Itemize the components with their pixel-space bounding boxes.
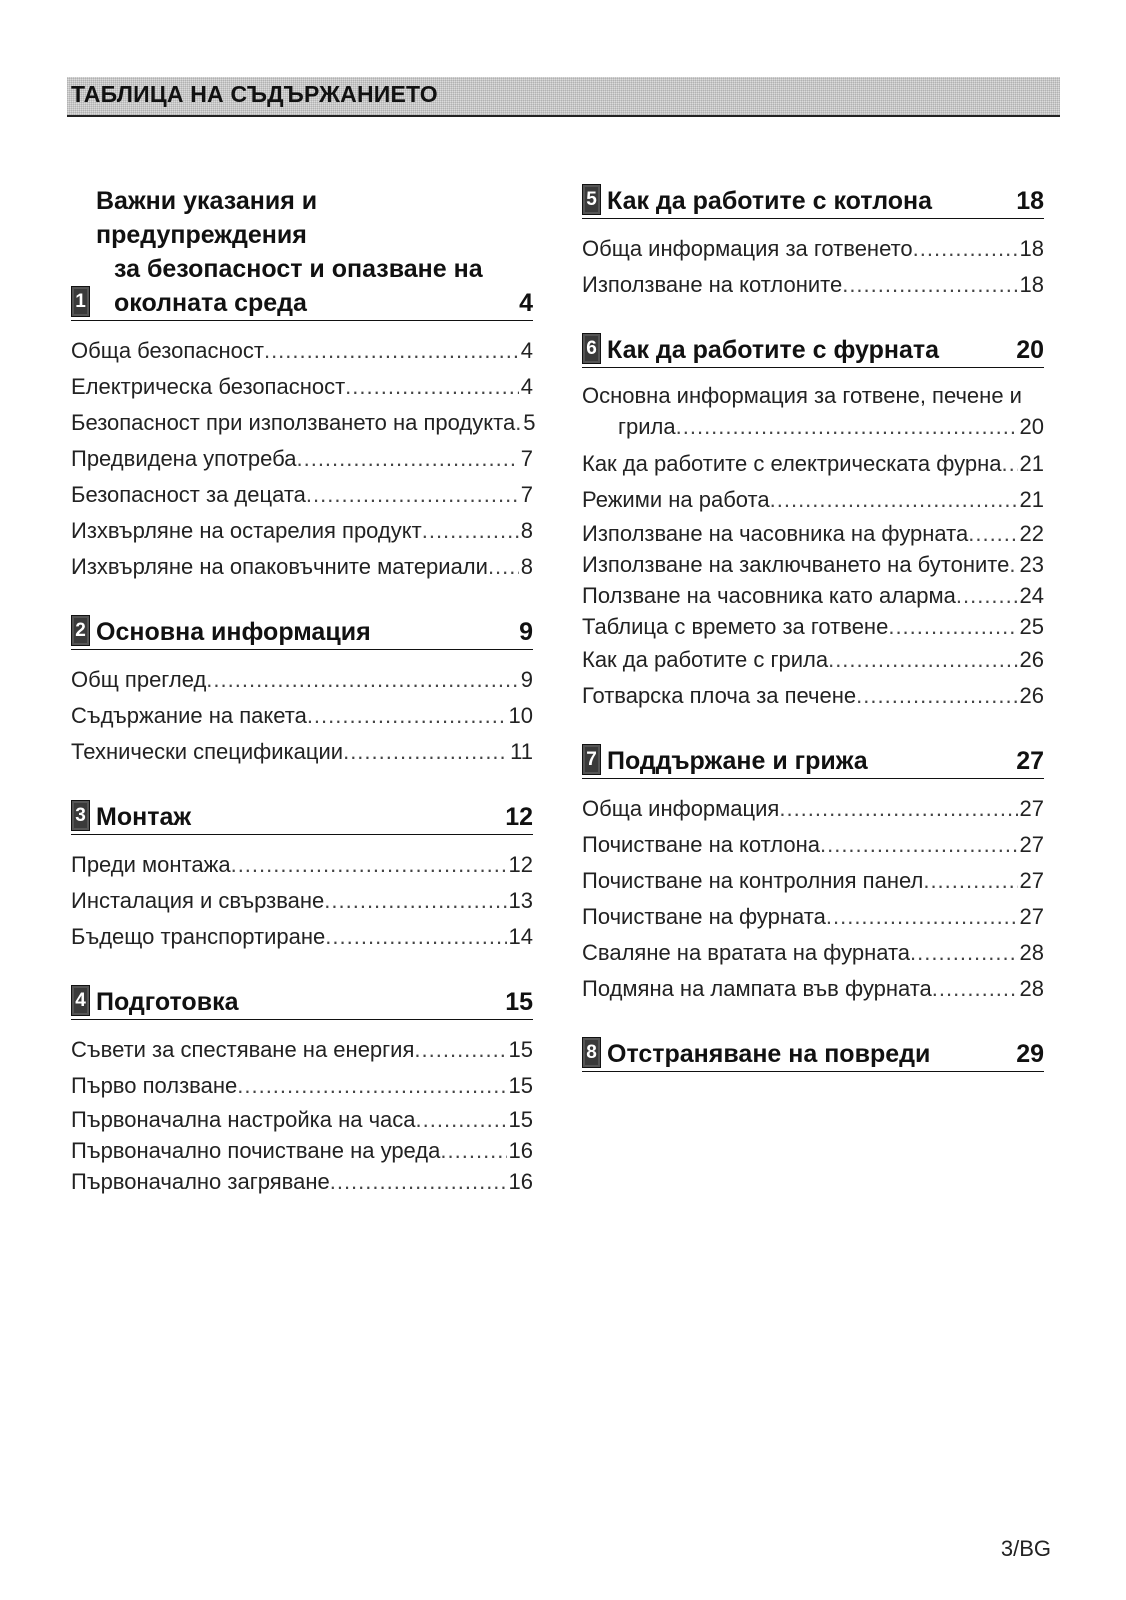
section-heading[interactable] [71, 985, 533, 1020]
page-title: ТАБЛИЦА НА СЪДЪРЖАНИЕТО [71, 81, 438, 107]
toc-column-left [71, 184, 536, 1227]
section-page-number: 15 [505, 988, 533, 1016]
toc-entry[interactable] [582, 827, 1044, 863]
toc-entry-page: 26 [1019, 683, 1044, 708]
toc-entry[interactable] [582, 899, 1044, 935]
toc-section-8 [582, 1037, 1044, 1072]
section-number-badge: 5 [582, 184, 601, 215]
toc-entry-text: Съвети за спестяване на енергия [71, 1037, 415, 1062]
toc-entry-text: Почистване на контролния панел [582, 868, 924, 893]
toc-section-7 [582, 744, 1044, 1007]
dot-leader [343, 734, 508, 770]
dot-leader [416, 1104, 507, 1135]
toc-entry-page: 4 [520, 374, 533, 399]
dot-leader [307, 698, 507, 734]
section-title [96, 615, 519, 649]
toc-entry-text: Първо ползване [71, 1073, 238, 1098]
section-title-line: Как да работите с котлона [607, 187, 933, 215]
toc-column-right [582, 184, 1044, 1102]
toc-entry[interactable] [71, 1032, 533, 1068]
section-title-line: Монтаж [96, 803, 192, 831]
toc-entry-page: 5 [523, 410, 536, 435]
toc-entry-text: Преди монтажа [71, 852, 231, 877]
toc-entry-page: 16 [508, 1138, 533, 1163]
toc-entry-list [71, 662, 533, 770]
section-page-number: 4 [519, 289, 533, 317]
toc-entry-text: Използване на часовника на фурната [582, 521, 969, 546]
toc-entry-text: Безопасност за децата [71, 482, 306, 507]
toc-entry-list [71, 333, 536, 585]
toc-section-4 [71, 985, 533, 1197]
toc-entry-page: 8 [520, 554, 533, 579]
toc-entry-page: 7 [520, 446, 533, 471]
toc-entry-page: 28 [1019, 976, 1044, 1001]
toc-entry[interactable] [71, 847, 533, 883]
section-title [96, 184, 519, 320]
toc-entry[interactable] [71, 734, 533, 770]
toc-entry-page: 21 [1019, 487, 1044, 512]
toc-entry[interactable] [582, 678, 1044, 714]
toc-entry[interactable] [71, 883, 533, 919]
dot-leader [296, 441, 518, 477]
dot-leader [488, 549, 519, 585]
dot-leader [820, 827, 1018, 863]
toc-entry[interactable] [582, 863, 1044, 899]
toc-entry-text: Обща информация за готвенето [582, 236, 913, 261]
toc-entry-page: 21 [1019, 451, 1044, 476]
toc-entry-text: Съдържание на пакета [71, 703, 307, 728]
toc-entry-text: Изхвърляне на остарелия продукт [71, 518, 422, 543]
toc-entry[interactable] [71, 513, 533, 549]
toc-entry-text: Инсталация и свързване [71, 888, 325, 913]
page-number: 3/BG [1000, 1536, 1051, 1561]
toc-entry-text: Електрическа безопасност [71, 374, 346, 399]
section-number-badge: 2 [71, 615, 90, 646]
section-title-line: околната среда [114, 289, 307, 317]
section-heading[interactable] [71, 800, 533, 835]
toc-entry[interactable] [71, 405, 536, 441]
dot-leader [842, 267, 1017, 303]
toc-entry[interactable] [71, 919, 533, 955]
dot-leader [779, 791, 1017, 827]
toc-entry-text-cont: грила [618, 414, 676, 439]
dot-leader [264, 333, 519, 369]
toc-entry-page: 9 [520, 667, 533, 692]
toc-entry[interactable] [582, 971, 1044, 1007]
toc-entry-text: Как да работите с грила [582, 647, 829, 672]
toc-entry[interactable] [582, 642, 1044, 678]
dot-leader [913, 231, 1018, 267]
toc-entry[interactable] [582, 446, 1044, 482]
dot-leader [826, 899, 1018, 935]
toc-entry-page: 10 [508, 703, 533, 728]
toc-entry-page: 14 [508, 924, 533, 949]
toc-entry-text: Таблица с времето за готвене [582, 614, 889, 639]
toc-entry-page: 13 [508, 888, 533, 913]
dot-leader [325, 919, 506, 955]
toc-entry[interactable] [582, 580, 1044, 611]
toc-entry[interactable] [582, 549, 1044, 580]
toc-entry-page: 16 [508, 1169, 533, 1194]
toc-banner [67, 77, 1060, 117]
section-title [607, 184, 1016, 218]
toc-entry-text: Обща информация [582, 796, 780, 821]
dot-leader [231, 847, 507, 883]
toc-entry-list [582, 380, 1044, 714]
dot-leader [828, 642, 1017, 678]
toc-entry-text: Подмяна на лампата във фурната [582, 976, 932, 1001]
toc-entry[interactable] [71, 477, 533, 513]
toc-entry-page: 25 [1019, 614, 1044, 639]
toc-entry-text: Почистване на котлона [582, 832, 820, 857]
section-title [96, 800, 505, 834]
toc-entry[interactable] [71, 333, 533, 369]
toc-entry-text: Изхвърляне на опаковъчните материали [71, 554, 488, 579]
toc-entry-page: 8 [520, 518, 533, 543]
dot-leader [923, 863, 1017, 899]
toc-section-2 [71, 615, 533, 770]
section-number-badge: 1 [71, 286, 90, 317]
toc-entry-page: 28 [1019, 940, 1044, 965]
toc-entry-page: 20 [1019, 414, 1044, 439]
toc-entry-list [582, 791, 1044, 1007]
section-title [607, 333, 1016, 367]
dot-leader [237, 1068, 506, 1104]
toc-section-1 [71, 184, 536, 585]
toc-entry-page: 26 [1019, 647, 1044, 672]
toc-entry-text: Сваляне на вратата на фурната [582, 940, 911, 965]
toc-entry-text: Готварска плоча за печене [582, 683, 857, 708]
section-title [607, 744, 1016, 778]
toc-entry-page: 11 [510, 739, 533, 764]
toc-entry-page: 18 [1019, 236, 1044, 261]
section-page-number: 27 [1016, 747, 1044, 775]
dot-leader [676, 411, 1018, 442]
dot-leader [856, 678, 1017, 714]
section-number-badge: 6 [582, 333, 601, 364]
toc-entry-text: Безопасност при използването на продукта [71, 410, 516, 435]
toc-entry-page: 24 [1019, 583, 1044, 608]
toc-entry[interactable] [71, 369, 533, 405]
toc-entry-list [582, 231, 1044, 303]
toc-entry-text: Как да работите с електрическата фурна [582, 451, 1002, 476]
section-title-line: Подготовка [96, 988, 239, 1016]
toc-entry[interactable] [71, 1135, 533, 1166]
section-title [96, 985, 505, 1019]
toc-entry-text: Използване на котлоните [582, 272, 843, 297]
dot-leader [888, 611, 1017, 642]
toc-entry[interactable] [71, 1068, 533, 1104]
dot-leader [1001, 446, 1017, 482]
section-title-line: Как да работите с фурната [607, 336, 940, 364]
section-heading[interactable] [582, 333, 1044, 368]
toc-entry-page: 22 [1019, 521, 1044, 546]
toc-entry-page: 7 [520, 482, 533, 507]
section-number-badge: 3 [71, 800, 90, 831]
dot-leader [345, 369, 519, 405]
toc-entry-text: Основна информация за готвене, печене и [582, 383, 1022, 408]
dot-leader [330, 1166, 507, 1197]
toc-entry-text: Режими на работа [582, 487, 770, 512]
toc-entry-text: Ползване на часовника като аларма [582, 583, 956, 608]
section-heading[interactable] [71, 184, 533, 321]
dot-leader [932, 971, 1018, 1007]
toc-entry[interactable] [582, 935, 1044, 971]
toc-entry-page: 18 [1019, 272, 1044, 297]
toc-entry-page: 27 [1019, 868, 1044, 893]
toc-entry[interactable] [582, 380, 1044, 442]
toc-entry[interactable] [582, 267, 1044, 303]
section-page-number: 12 [505, 803, 533, 831]
section-page-number: 20 [1016, 336, 1044, 364]
dot-leader [968, 518, 1017, 549]
dot-leader [324, 883, 506, 919]
section-heading[interactable] [582, 744, 1044, 779]
toc-entry[interactable] [582, 231, 1044, 267]
toc-entry-text: Бъдещо транспортиране [71, 924, 326, 949]
toc-entry-page: 15 [508, 1037, 533, 1062]
section-title [607, 1037, 1016, 1071]
dot-leader [770, 482, 1018, 518]
toc-entry[interactable] [71, 441, 533, 477]
toc-entry-page: 23 [1019, 552, 1044, 577]
section-title-line: Важни указания и предупреждения [96, 187, 318, 249]
toc-entry-page: 15 [508, 1073, 533, 1098]
toc-entry-page: 12 [508, 852, 533, 877]
section-page-number: 29 [1016, 1040, 1044, 1068]
toc-entry-page: 15 [508, 1107, 533, 1132]
toc-entry[interactable] [582, 482, 1044, 518]
dot-leader [1009, 549, 1017, 580]
dot-leader [422, 513, 519, 549]
section-heading[interactable] [71, 615, 533, 650]
dot-leader [440, 1135, 506, 1166]
toc-entry-page: 27 [1019, 796, 1044, 821]
section-title-line: Отстраняване на повреди [607, 1040, 931, 1068]
toc-entry-text: Почистване на фурната [582, 904, 826, 929]
toc-entry[interactable] [71, 1104, 533, 1135]
dot-leader [306, 477, 519, 513]
dot-leader [206, 662, 518, 698]
section-number-badge: 4 [71, 985, 90, 1016]
dot-leader [414, 1032, 506, 1068]
toc-section-6 [582, 333, 1044, 714]
toc-entry[interactable] [71, 698, 533, 734]
section-heading[interactable] [582, 184, 1044, 219]
toc-entry[interactable] [582, 611, 1044, 642]
section-title-line: Основна информация [96, 618, 371, 646]
toc-entry-text: Обща безопасност [71, 338, 264, 363]
section-title-line: Поддържане и грижа [607, 747, 868, 775]
toc-entry-text: Използване на заключването на бутоните [582, 552, 1010, 577]
toc-entry[interactable] [71, 549, 533, 585]
section-page-number: 9 [519, 618, 533, 646]
toc-entry[interactable] [71, 1166, 533, 1197]
toc-entry-text: Първоначално почистване на уреда [71, 1138, 441, 1163]
toc-entry-page: 27 [1019, 904, 1044, 929]
toc-entry-text: Технически спецификации [71, 739, 344, 764]
toc-entry-list [71, 847, 533, 955]
toc-entry[interactable] [71, 662, 533, 698]
section-page-number: 18 [1016, 187, 1044, 215]
toc-entry-text: Предвидена употреба [71, 446, 297, 471]
toc-entry-text: Първоначално загряване [71, 1169, 330, 1194]
toc-section-5 [582, 184, 1044, 303]
toc-section-3 [71, 800, 533, 955]
section-number-badge: 7 [582, 744, 601, 775]
dot-leader [910, 935, 1017, 971]
toc-entry-list [71, 1032, 533, 1197]
dot-leader [956, 580, 1018, 611]
toc-entry[interactable] [582, 791, 1044, 827]
toc-entry-text: Общ преглед [71, 667, 207, 692]
section-heading[interactable] [582, 1037, 1044, 1072]
toc-entry-page: 27 [1019, 832, 1044, 857]
toc-entry-text: Първоначална настройка на часа [71, 1107, 416, 1132]
toc-entry[interactable] [582, 518, 1044, 549]
section-title-line: за безопасност и опазване на [114, 255, 483, 283]
toc-entry-page: 4 [520, 338, 533, 363]
section-number-badge: 8 [582, 1037, 601, 1068]
